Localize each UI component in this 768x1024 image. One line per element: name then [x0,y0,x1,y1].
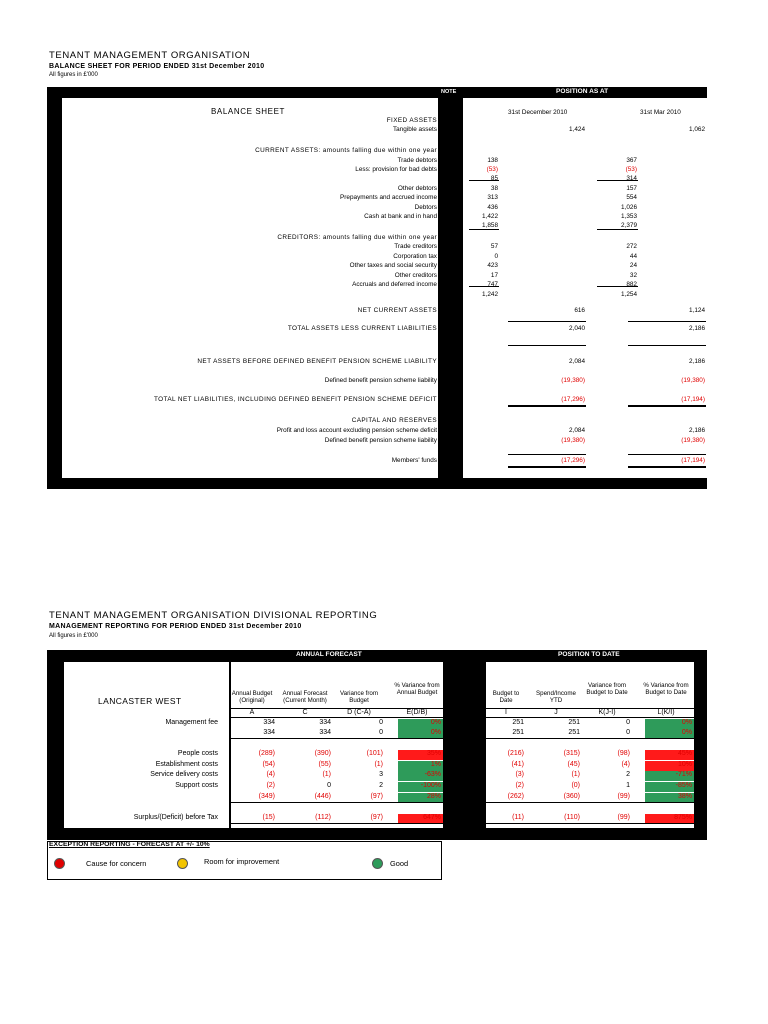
balance-value: 24 [629,262,637,269]
balance-value: (53) [625,166,637,173]
rule-line [469,180,499,181]
division-value: 0 [626,719,630,726]
div-label-area [64,662,229,828]
balance-row-label: Defined benefit pension scheme liability [324,437,437,444]
column-code: C [302,709,308,716]
position-header: POSITION AS AT [556,88,609,95]
rule-line [231,708,443,709]
balance-subtitle: BALANCE SHEET FOR PERIOD ENDED 31st December 2010 [49,63,265,70]
division-value: (41) [511,761,524,768]
division-row-label: Management fee [165,719,218,726]
division-row-label: Establishment costs [155,761,218,768]
division-value: 28% [426,793,441,800]
column-header: Annual Forecast (Current Month) [282,690,328,704]
exception-title: EXCEPTION REPORTING - FORECAST AT +/- 10% [49,841,210,848]
division-value: 0% [430,729,441,736]
division-value: 1% [430,761,441,768]
amber-status-dot-icon [177,858,188,869]
balance-row-label: CAPITAL AND RESERVES [351,417,437,424]
balance-value: 367 [626,157,637,164]
balance-value: (19,380) [681,377,705,384]
balance-row-label: Other debtors [397,185,437,192]
division-value: (110) [564,814,580,821]
division-value: (0) [571,782,580,789]
balance-value: 2,379 [621,222,637,229]
balance-value: 2,084 [569,358,585,365]
balance-value: 17 [490,272,498,279]
rule-line [597,286,638,287]
rule-line [628,405,706,407]
division-value: 45% [677,750,692,757]
division-value: 334 [319,719,331,726]
division-row-label: Service delivery costs [150,771,218,778]
rule-line [486,802,694,803]
balance-row-label: Profit and loss account excluding pension scheme deficit [276,427,437,434]
division-value: (262) [507,793,524,800]
balance-row-label: Other taxes and social security [349,262,437,269]
rule-line [486,738,694,739]
column-header: Annual Budget (Original) [231,690,273,704]
col-mar-header: 31st Mar 2010 [640,109,681,116]
balance-value: 313 [487,194,498,201]
division-value: (1) [374,761,383,768]
balance-value: 2,186 [689,358,705,365]
balance-row-label: TOTAL ASSETS LESS CURRENT LIABILITIES [287,325,437,332]
balance-row-label: Less: provision for bad debts [355,166,437,173]
division-value: 2 [379,782,383,789]
green-status-dot-icon [372,858,383,869]
division-value: -63% [424,771,441,778]
column-code: A [249,709,255,716]
col-dec-header: 31st December 2010 [508,109,568,116]
balance-value: (17,296) [561,396,585,403]
balance-value: 1,124 [689,307,705,314]
balance-value: (17,296) [561,457,585,464]
division-value: -71% [675,771,692,778]
balance-value: 57 [490,243,498,250]
rule-line [486,717,694,718]
balance-value: (19,380) [561,437,585,444]
balance-row-label: Accruals and deferred income [352,281,437,288]
division-value: 251 [568,729,580,736]
divisional-figures-note: All figures in £'000 [49,633,98,639]
column-header: % Variance from Budget to Date [643,682,689,696]
rule-line [628,321,706,322]
division-value: (101) [366,750,383,757]
balance-value: 1,026 [621,204,637,211]
balance-value: (17,194) [681,457,705,464]
rule-line [469,229,499,230]
division-value: (390) [314,750,331,757]
note-number: 2 [451,213,455,220]
division-row-label: Surplus/(Deficit) before Tax [133,814,218,821]
division-value: 334 [263,719,275,726]
note-number: 4 [451,377,455,384]
division-value: 0 [379,729,383,736]
division-value: (99) [617,793,630,800]
annual-forecast-header: ANNUAL FORECAST [296,651,362,658]
balance-row-label: NET CURRENT ASSETS [357,307,437,314]
division-value: 35% [426,750,441,757]
division-row-label: People costs [177,750,218,757]
divisional-subtitle: MANAGEMENT REPORTING FOR PERIOD ENDED 31st December 2010 [49,623,302,630]
rule-line [231,802,443,803]
division-row-label: Support costs [175,782,218,789]
division-value: (99) [617,814,630,821]
balance-row-label: FIXED ASSETS [386,117,437,124]
rule-line [628,454,706,455]
division-value: (15) [262,814,275,821]
balance-value: 1,422 [482,213,498,220]
balance-row-label: Debtors [414,204,437,211]
balance-value: 1,062 [689,126,705,133]
division-value: (360) [563,793,580,800]
division-value: 38% [677,793,692,800]
note-number: 3 [451,243,455,250]
division-value: (2) [266,782,275,789]
division-value: 251 [568,719,580,726]
division-value: 0 [379,719,383,726]
balance-row-label: NET ASSETS BEFORE DEFINED BENEFIT PENSION SCHEME LIABILITY [197,358,437,365]
division-value: (1) [571,771,580,778]
rule-line [508,454,586,455]
balance-value: 747 [487,281,498,288]
division-value: (55) [318,761,331,768]
legend-label: Good [390,859,409,868]
division-value: (2) [515,782,524,789]
division-value: (4) [266,771,275,778]
column-code: I [505,709,507,716]
balance-value: 2,186 [689,325,705,332]
balance-figures-note: All figures in £'000 [49,72,98,78]
rule-line [469,286,499,287]
column-code: D (C-A) [347,709,371,716]
division-value: 2 [626,771,630,778]
balance-value: 314 [626,175,637,182]
balance-value: 1,254 [621,291,637,298]
division-value: -100% [420,782,441,789]
division-value: 0 [626,729,630,736]
column-code: E(D/B) [406,709,428,716]
division-value: (98) [617,750,630,757]
column-header: % Variance from Annual Budget [394,682,440,696]
column-header: Variance from Budget to Date [586,682,628,696]
balance-value: 138 [487,157,498,164]
division-value: 251 [512,729,524,736]
rule-line [597,229,638,230]
balance-row-label: Corporation tax [393,253,437,260]
balance-row-label: Tangible assets [392,126,437,133]
divisional-title: TENANT MANAGEMENT ORGANISATION DIVISIONAL REPORTING [49,610,378,621]
balance-value: 2,084 [569,427,585,434]
balance-title: TENANT MANAGEMENT ORGANISATION [49,50,251,61]
column-code: K(J-I) [598,709,616,716]
rule-line [231,823,443,824]
division-value: (112) [315,814,331,821]
division-value: 0 [327,782,331,789]
rule-line [597,180,638,181]
division-value: (3) [515,771,524,778]
balance-row-label: TOTAL NET LIABILITIES, INCLUDING DEFINED BENEFIT PENSION SCHEME DEFICIT [153,396,437,403]
balance-row-label: Prepayments and accrued income [340,194,437,201]
rule-line [508,466,586,468]
division-value: 0% [430,719,441,726]
division-value: (4) [621,761,630,768]
division-value: -85% [675,782,692,789]
balance-figures-area [463,98,707,478]
division-value: 1 [626,782,630,789]
division-value: (97) [370,793,383,800]
balance-value: 436 [487,204,498,211]
division-value: (289) [258,750,275,757]
division-value: 0% [681,719,692,726]
balance-row-label: Other creditors [394,272,437,279]
balance-value: 0 [494,253,498,260]
balance-value: 32 [629,272,637,279]
rule-line [508,405,586,407]
division-value: 875% [674,814,692,821]
balance-value: (19,380) [681,437,705,444]
column-header: Spend/Income YTD [536,690,576,704]
division-value: 3 [379,771,383,778]
note-header: NOTE [441,89,457,95]
division-value: (54) [262,761,275,768]
rule-line [486,708,694,709]
balance-value: 1,424 [569,126,585,133]
red-status-dot-icon [54,858,65,869]
rule-line [508,321,586,322]
balance-value: 554 [626,194,637,201]
division-value: (11) [512,814,524,821]
balance-row-label: Cash at bank and in hand [364,213,437,220]
division-value: 647% [423,814,441,821]
column-code: J [554,709,558,716]
balance-row-label: Trade debtors [397,157,437,164]
rule-line [486,823,694,824]
balance-value: 44 [629,253,637,260]
legend-label: Room for improvement [204,857,280,866]
balance-value: (19,380) [561,377,585,384]
balance-value: 423 [487,262,498,269]
division-value: (45) [567,761,580,768]
unit-label: LANCASTER WEST [98,696,182,706]
balance-value: 1,353 [621,213,637,220]
position-to-date-header: POSITION TO DATE [558,651,620,658]
division-value: (216) [507,750,524,757]
balance-value: 85 [490,175,498,182]
division-value: (97) [370,814,383,821]
balance-sheet-label: BALANCE SHEET [211,107,286,116]
balance-row-label: Members' funds [391,457,437,464]
rule-line [508,345,586,346]
balance-row-label: Trade creditors [394,243,437,250]
balance-row-label: CREDITORS: amounts falling due within one year [277,234,437,241]
column-code: L(K/I) [657,709,675,716]
legend-label: Cause for concern [86,859,147,868]
division-value: 10% [677,761,692,768]
column-header: Variance from Budget [339,690,379,704]
balance-value: 38 [490,185,498,192]
balance-value: 882 [626,281,637,288]
note-number: 1 [451,157,455,164]
division-value: (315) [563,750,580,757]
balance-value: (53) [486,166,498,173]
column-header: Budget to Date [492,690,520,704]
division-value: (446) [314,793,331,800]
balance-value: 157 [626,185,637,192]
balance-value: 2,040 [569,325,585,332]
balance-value: 2,186 [689,427,705,434]
rule-line [231,717,443,718]
balance-row-label: Defined benefit pension scheme liability [324,377,437,384]
balance-value: (17,194) [681,396,705,403]
balance-value: 616 [574,307,585,314]
division-value: (1) [322,771,331,778]
division-value: 0% [681,729,692,736]
balance-value: 272 [626,243,637,250]
balance-row-label: CURRENT ASSETS: amounts falling due within one year [255,147,437,154]
division-value: (349) [258,793,275,800]
rule-line [628,345,706,346]
division-value: 334 [319,729,331,736]
rule-line [628,466,706,468]
division-value: 334 [263,729,275,736]
rule-line [231,738,443,739]
balance-value: 1,242 [482,291,498,298]
balance-value: 1,858 [482,222,498,229]
division-value: 251 [512,719,524,726]
